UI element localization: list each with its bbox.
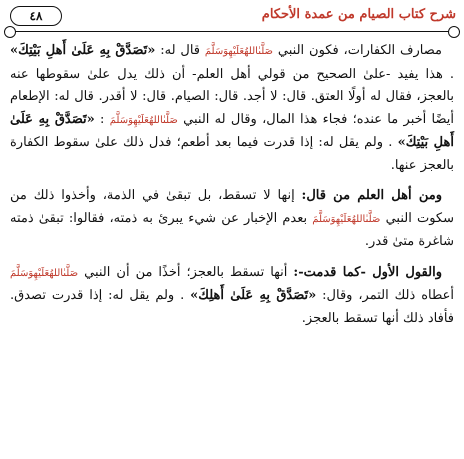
text-run: أعطاه ذلك التمر، وقال: xyxy=(316,288,455,303)
text-run: مصارف الكفارات، فكون النبي xyxy=(277,43,442,58)
paragraph-lead: والقول الأول -كما قدمت-: xyxy=(293,264,442,280)
hadith-quote: «تَصَدَّقْ بِهِ عَلَىٰ أَهلِكَ» xyxy=(190,288,317,303)
text-run: . هذا يفيد -علىٰ الصحيح من قولي أهل العلم- أن ذلك يدل علىٰ سقوطها عنه بالعجز، فقال له أولًا العتق. قال: لا أجد. قال: الصيام. قال: لا أقدر. قال له: الإطعام أيضًا أخبر ما عنده؛ فجاء هذا المال، وقال له النبي xyxy=(10,66,455,127)
rule-ornament-left xyxy=(4,26,16,38)
text-run: أنها تسقط بالعجز؛ أخذًا من أن النبي xyxy=(84,264,288,280)
paragraph-1 xyxy=(10,40,454,177)
text-run: قال له: xyxy=(155,43,201,58)
hadith-quote: «تَصَدَّقْ بِهِ عَلَىٰ أَهلِ بَيْتِكَ» xyxy=(10,111,454,150)
hadith-quote: «تَصَدَّقْ بِهِ عَلَىٰ أَهلِ بَيْتِكَ» xyxy=(10,43,156,58)
book-title: شرح كتاب الصيام من عمدة الأحكام xyxy=(261,7,456,22)
page-header xyxy=(4,2,460,36)
rule-ornament-right xyxy=(448,26,460,38)
text-run: إنها لا تسقط، بل تبقىٰ في الذمة، وأخذوا ذلك من سكوت النبي xyxy=(10,188,454,226)
page-body xyxy=(10,40,454,338)
text-run: . ولم يقل له: إذا قدرت فيما بعد أطعم؛ فدل ذلك علىٰ سقوط الكفارة بالعجز عنها. xyxy=(10,135,454,173)
page-number: ٤٨ xyxy=(10,6,62,26)
salawat-glyph: صَلَّىٰاللهُعَلَيْهِوَسَلَّمَ xyxy=(312,213,381,225)
paragraph-lead: ومن أهل العلم من قال: xyxy=(301,188,442,203)
paragraph-2 xyxy=(10,185,454,254)
text-run: . ولم يقل له: إذا قدرت تصدق. فأفاد ذلك أنها تسقط بالعجز. xyxy=(10,288,454,326)
salawat-glyph: صَلَّىٰاللهُعَلَيْهِوَسَلَّمَ xyxy=(109,114,178,126)
salawat-glyph: صَلَّىٰاللهُعَلَيْهِوَسَلَّمَ xyxy=(10,267,79,279)
salawat-glyph: صَلَّىٰاللهُعَلَيْهِوَسَلَّمَ xyxy=(204,46,274,57)
text-run: : xyxy=(94,111,105,127)
text-run: بعدم الإخبار عن شيء يبرئ به ذمته، فقالوا: تبقىٰ ذمته شاغرة متىٰ قدر. xyxy=(10,210,454,249)
paragraph-3 xyxy=(10,262,454,331)
header-rule xyxy=(4,31,460,32)
